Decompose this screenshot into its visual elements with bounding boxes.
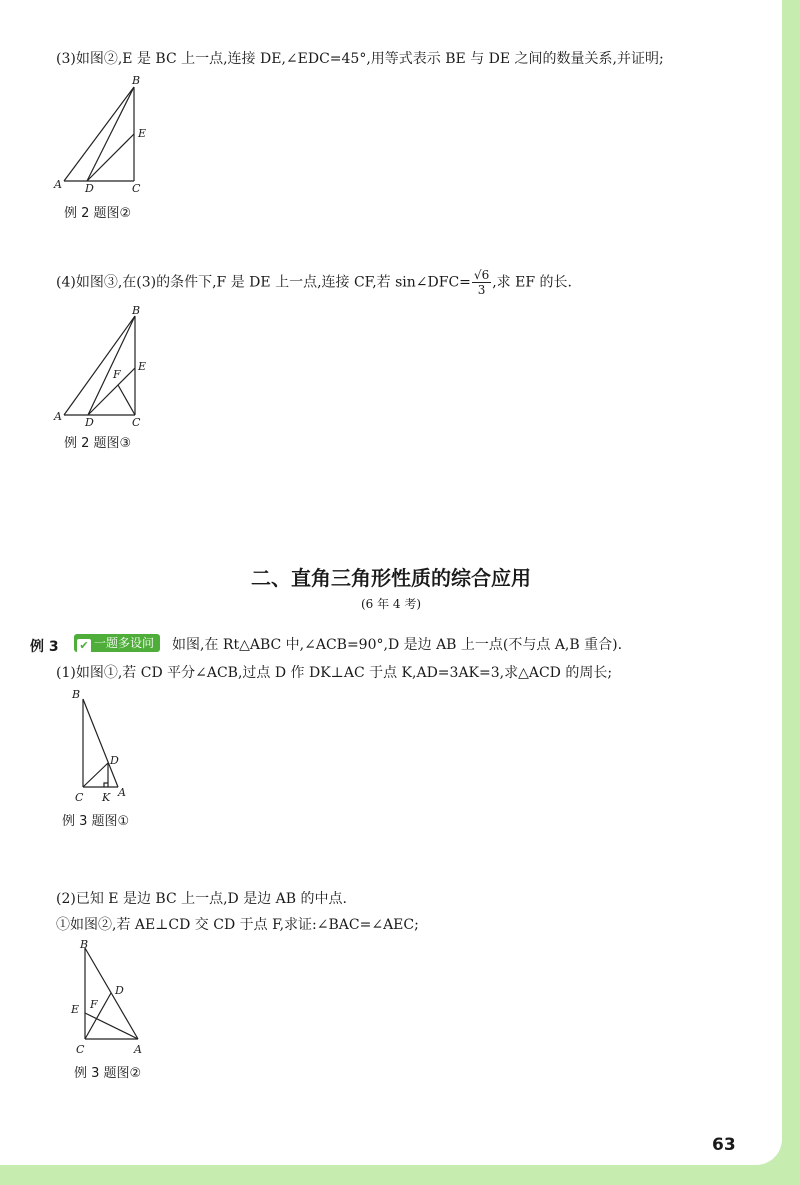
ex3fig1-label-b: B	[72, 688, 81, 701]
check-icon: ✔	[77, 639, 91, 653]
fig3-label-a: A	[54, 410, 62, 423]
ex3fig1-label-d: D	[110, 754, 119, 767]
section-title: 二、直角三角形性质的综合应用	[251, 566, 531, 590]
figure-caption: 例 2 题图②	[64, 206, 132, 221]
fig2-label-c: C	[132, 182, 141, 194]
fraction-denominator: 3	[477, 283, 486, 297]
fraction-numerator: √6	[473, 268, 490, 282]
ex3fig2-label-f: F	[90, 998, 98, 1011]
ex3fig2-label-b: B	[80, 938, 89, 951]
fig3-label-d: D	[85, 416, 94, 429]
ex3fig2-label-e: E	[71, 1003, 80, 1016]
figure-caption: 例 3 题图①	[62, 814, 130, 829]
example-3-q2-1: ①如图②,若 AE⊥CD 交 CD 于点 F,求证:∠BAC=∠AEC;	[56, 917, 419, 933]
fig3-label-b: B	[132, 304, 141, 317]
example-3-stem: 如图,在 Rt△ABC 中,∠ACB=90°,D 是边 AB 上一点(不与点 A,B 重合).	[172, 637, 623, 653]
fig3-label-c: C	[132, 416, 141, 429]
question-3-text: (3)如图②,E 是 BC 上一点,连接 DE,∠EDC=45°,用等式表示 BE 与 DE 之间的数量关系,并证明;	[56, 51, 664, 67]
ex3fig2-label-d: D	[115, 984, 124, 997]
question-4-text	[56, 268, 572, 297]
example-label: 例 3	[30, 639, 59, 655]
fig2-label-d: D	[85, 182, 94, 194]
multi-question-badge	[74, 634, 160, 652]
ex3fig1-label-k: K	[102, 791, 111, 804]
figure-ex2-2	[52, 74, 162, 194]
figure-ex2-3	[52, 302, 162, 430]
example-3-q1: (1)如图①,若 CD 平分∠ACB,过点 D 作 DK⊥AC 于点 K,AD=3AK=3,求△ACD 的周长;	[56, 665, 613, 681]
fig2-label-a: A	[54, 178, 62, 191]
page-number: 63	[712, 1135, 736, 1155]
figure-caption: 例 3 题图②	[74, 1066, 142, 1081]
fraction	[472, 268, 491, 297]
fig2-label-e: E	[138, 127, 147, 140]
ex3fig2-label-a: A	[134, 1043, 142, 1056]
question-4-text-after: ,求 EF 的长.	[492, 274, 572, 291]
figure-ex3-2	[64, 936, 154, 1060]
section-subtitle: (6 年 4 考)	[360, 597, 422, 611]
question-4-text-before: (4)如图③,在(3)的条件下,F 是 DE 上一点,连接 CF,若 sin∠DFC=	[56, 274, 471, 291]
fig2-label-b: B	[132, 74, 141, 87]
figure-caption: 例 2 题图③	[64, 436, 132, 451]
fig3-label-e: E	[138, 360, 147, 373]
ex3fig2-label-c: C	[76, 1043, 85, 1056]
badge-label: 一题多设问	[94, 636, 155, 650]
figure-ex3-1	[66, 684, 136, 808]
ex3fig1-label-a: A	[118, 786, 126, 799]
ex3fig1-label-c: C	[75, 791, 84, 804]
example-3-q2: (2)已知 E 是边 BC 上一点,D 是边 AB 的中点.	[56, 891, 347, 907]
fig3-label-f: F	[113, 368, 121, 381]
